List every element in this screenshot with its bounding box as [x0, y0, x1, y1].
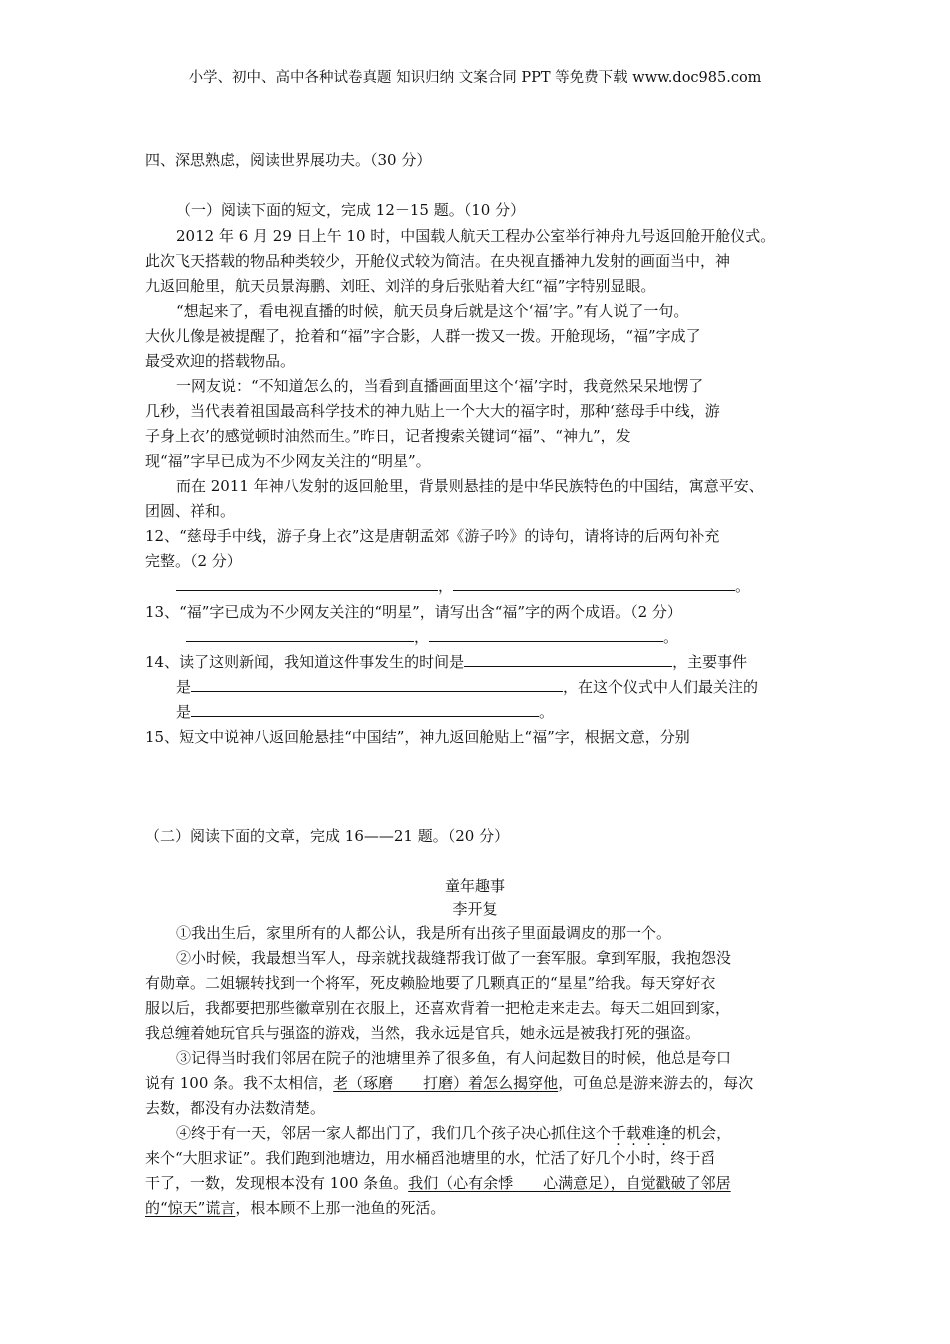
question-13: 13、“福”字已成为不少网友关注的“明星”，请写出含“福”字的两个成语。（2 分） [145, 603, 682, 621]
q13-blank-2[interactable] [429, 627, 663, 642]
question-14: 14、读了这则新闻，我知道这件事发生的时间是 ，主要事件 [145, 653, 748, 671]
paragraph-1: ①我出生后，家里所有的人都公认，我是所有出孩子里面最调皮的那一个。 [176, 924, 672, 942]
question-14-cont: 是 。 [176, 703, 555, 721]
passage-line: 最受欢迎的搭载物品。 [145, 352, 296, 370]
paragraph-3: ③记得当时我们邻居在院子的池塘里养了很多鱼，有人问起数目的时候，他总是夸口 [176, 1049, 732, 1067]
paragraph-2: ②小时候，我最想当军人，母亲就找裁缝帮我订做了一套军服。拿到军服，我抱怨没 [176, 949, 732, 967]
underlined-phrase: 老（琢磨 打磨）着怎么揭穿他 [333, 1074, 559, 1092]
article-author: 李开复 [452, 900, 498, 918]
section-title: 四、深思熟虑，阅读世界展功夫。（30 分） [145, 151, 432, 169]
passage-line: 一网友说：“不知道怎么的，当看到直播画面里这个‘福’字时，我竟然呆呆地愣了 [176, 377, 704, 395]
paragraph-4: ④终于有一天，邻居一家人都出门了，我们几个孩子决心抓住这个千载难逢的机会， [176, 1124, 732, 1142]
paragraph-2: 服以后，我都要把那些徽章别在衣服上，还喜欢背着一把枪走来走去。每天二姐回到家， [145, 999, 731, 1017]
passage-line: 子身上衣’的感觉顿时油然而生。”昨日，记者搜索关键词“福”、“神九”，发 [145, 427, 631, 445]
passage-line: “想起来了，看电视直播的时候，航天员身后就是这个‘福’字。”有人说了一句。 [176, 302, 689, 320]
paragraph-2: 有勋章。二姐辗转找到一个将军，死皮赖脸地要了几颗真正的“星星”给我。每天穿好衣 [145, 974, 716, 992]
page-header: 小学、初中、高中各种试卷真题 知识归纳 文案合同 PPT 等免费下载 www.doc985.com [188, 70, 762, 86]
passage-line: 九返回舱里，航天员景海鹏、刘旺、刘洋的身后张贴着大红“福”字特别显眼。 [145, 277, 656, 295]
part2-instruction: （二）阅读下面的文章，完成 16——21 题。（20 分） [145, 827, 510, 845]
passage-line: 大伙儿像是被提醒了，抢着和“福”字合影，人群一拨又一拨。开舱现场，“福”字成了 [145, 327, 701, 345]
q14-blank-focus[interactable] [191, 702, 539, 717]
paragraph-2: 我总缠着她玩官兵与强盗的游戏，当然，我永远是官兵，她永远是被我打死的强盗。 [145, 1024, 701, 1042]
passage-line: 几秒，当代表着祖国最高科学技术的神九贴上一个大大的福字时，那种‘慈母手中线，游 [145, 402, 720, 420]
question-15: 15、短文中说神八返回舱悬挂“中国结”，神九返回舱贴上“福”字，根据文意，分别 [145, 728, 690, 746]
q13-blank-1[interactable] [186, 627, 414, 642]
part1-instruction: （一）阅读下面的短文，完成 12－15 题。（10 分） [176, 201, 526, 219]
q12-answer-row: ， 。 [176, 576, 750, 596]
paragraph-4: 干了，一数，发现根本没有 100 条鱼。我们（心有余悸 心满意足），自觉戳破了邻居 [145, 1174, 731, 1192]
q13-answer-row: ， 。 [186, 627, 678, 647]
underlined-sentence: 我们（心有余悸 心满意足），自觉戳破了邻居 [408, 1174, 731, 1192]
q12-blank-1[interactable] [176, 576, 438, 591]
passage-line: 团圆、祥和。 [145, 502, 236, 520]
passage-line: 现“福”字早已成为不少网友关注的“明星”。 [145, 452, 431, 470]
q14-blank-time[interactable] [464, 652, 672, 667]
underlined-sentence: 的“惊天”谎言 [145, 1199, 236, 1217]
passage-line: 此次飞天搭载的物品种类较少，开舱仪式较为简洁。在央视直播神九发射的画面当中，神 [145, 252, 731, 270]
paragraph-3: 去数，都没有办法数清楚。 [145, 1099, 326, 1117]
question-12-cont: 完整。（2 分） [145, 552, 242, 570]
q14-blank-event[interactable] [191, 677, 563, 692]
passage-line: 2012 年 6 月 29 日上午 10 时，中国载人航天工程办公室举行神舟九号返回舱开舱仪式。 [176, 227, 776, 245]
paragraph-3: 说有 100 条。我不太相信，老（琢磨 打磨）着怎么揭穿他，可鱼总是游来游去的，每次 [145, 1074, 754, 1092]
article-title: 童年趣事 [444, 877, 505, 895]
q12-blank-2[interactable] [453, 576, 735, 591]
passage-line: 而在 2011 年神八发射的返回舱里，背景则悬挂的是中华民族特色的中国结，寓意平安、 [176, 477, 764, 495]
paragraph-4: 来个“大胆求证”。我们跑到池塘边，用水桶舀池塘里的水，忙活了好几个小时，终于舀 [145, 1149, 716, 1167]
question-14-cont: 是 ，在这个仪式中人们最关注的 [176, 678, 759, 696]
question-12: 12、“慈母手中线，游子身上衣”这是唐朝孟郊《游子吟》的诗句，请将诗的后两句补充 [145, 527, 720, 545]
paragraph-4: 的“惊天”谎言，根本顾不上那一池鱼的死活。 [145, 1199, 446, 1217]
dotted-idiom: 千载难逢 [611, 1124, 672, 1142]
